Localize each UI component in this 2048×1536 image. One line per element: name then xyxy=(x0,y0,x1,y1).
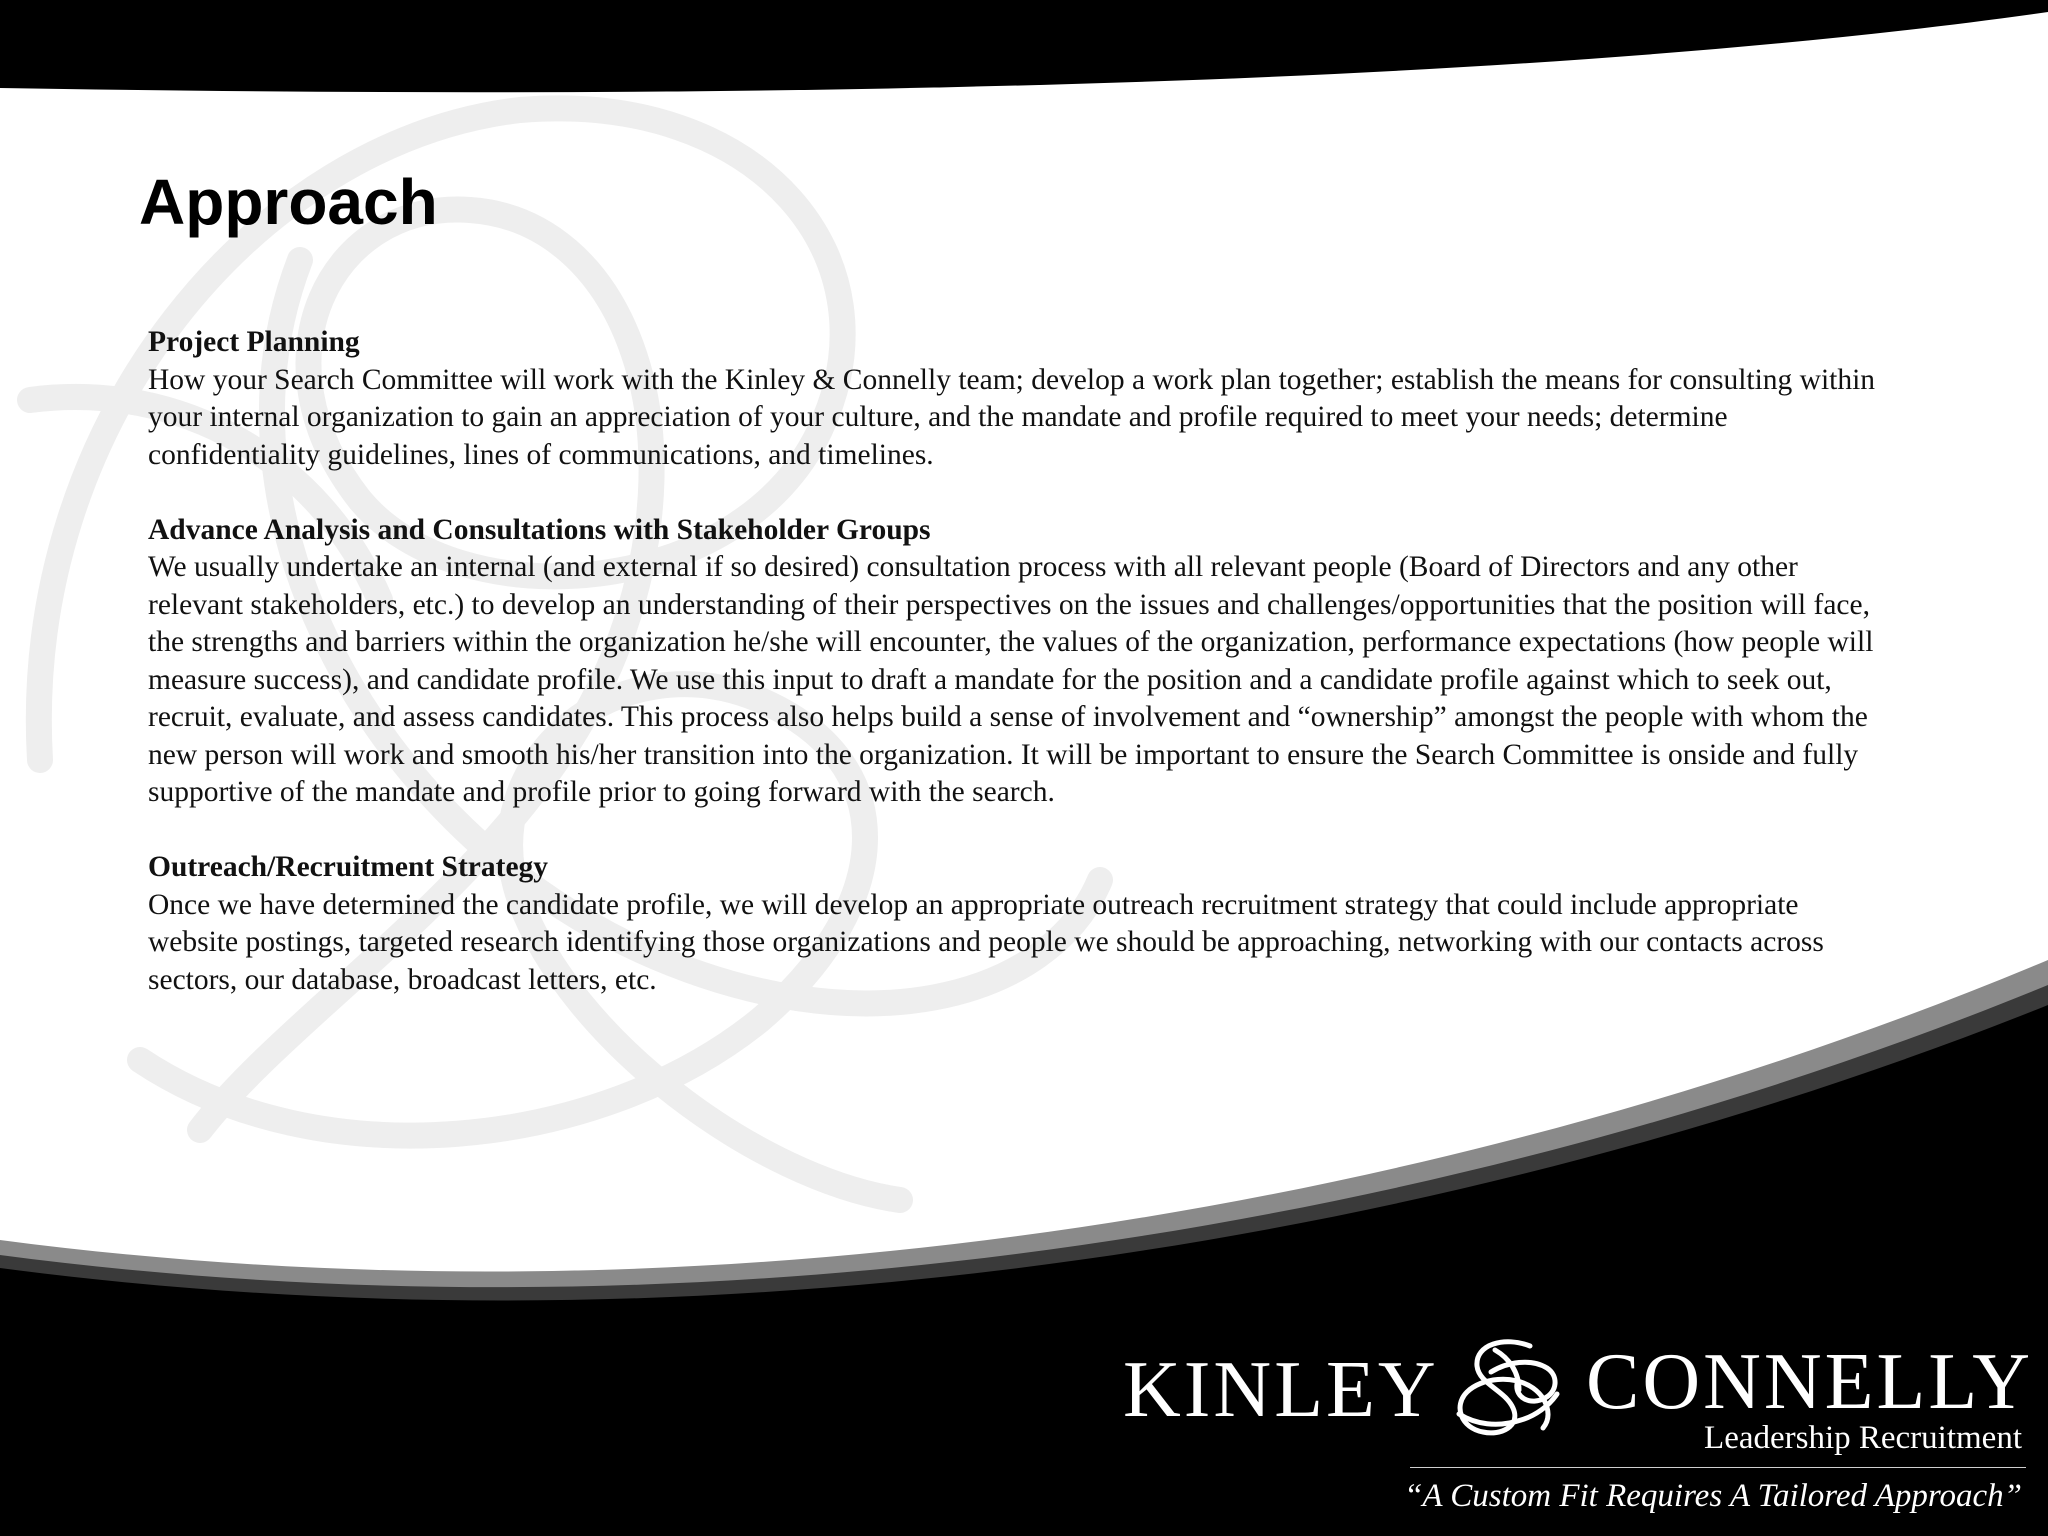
section-heading: Outreach/Recruitment Strategy xyxy=(148,851,549,883)
section-advance-analysis xyxy=(148,512,1888,812)
logo-divider xyxy=(1410,1467,2026,1468)
ampersand-knot-icon xyxy=(1435,1332,1570,1442)
section-body: Once we have determined the candidate profile, we will develop an appropriate outreach recruitment strategy that could include appropriate website postings, targeted research identifying those organizations and people we should be approaching, networking with our contacts across sectors, our database, broadcast letters, etc. xyxy=(148,888,1824,996)
content-body xyxy=(148,324,1888,1037)
company-logo xyxy=(1110,1320,2034,1520)
section-body: We usually undertake an internal (and external if so desired) consultation process with all relevant people (Board of Directors and any other relevant stakeholders, etc.) to develop an understanding of their perspectives on the issues and challenges/opportunities that the position will face, the strengths and barriers within the organization he/she will encounter, the values of the organization, performance expectations (how people will measure success), and candidate profile. We use this input to draft a mandate for the position and a candidate profile against which to seek out, recruit, evaluate, and assess candidates. This process also helps build a sense of involvement and “ownership” amongst the people with whom the new person will work and smooth his/her transition into the organization. It will be important to ensure the Search Committee is onside and fully supportive of the mandate and profile prior to going forward with the search. xyxy=(148,551,1874,808)
section-heading: Advance Analysis and Consultations with Stakeholder Groups xyxy=(148,513,931,546)
section-project-planning xyxy=(148,324,1888,474)
section-outreach-strategy xyxy=(148,849,1888,999)
section-body: How your Search Committee will work with the Kinley & Connelly team; develop a work plan together; establish the means for consulting within your internal organization to gain an appreciation of your culture, and the mandate and profile required to meet your needs; determine confidentiality guidelines, lines of communications, and timelines. xyxy=(148,363,1876,471)
section-heading: Project Planning xyxy=(148,326,360,358)
logo-name-right: CONNELLY xyxy=(1586,1338,2034,1426)
logo-name-left: KINLEY xyxy=(1123,1346,1439,1434)
logo-tagline: “A Custom Fit Requires A Tailored Approach” xyxy=(1404,1478,2022,1514)
slide-title: Approach xyxy=(139,166,438,238)
logo-subtitle: Leadership Recruitment xyxy=(1704,1420,2022,1456)
top-band xyxy=(0,0,2048,92)
